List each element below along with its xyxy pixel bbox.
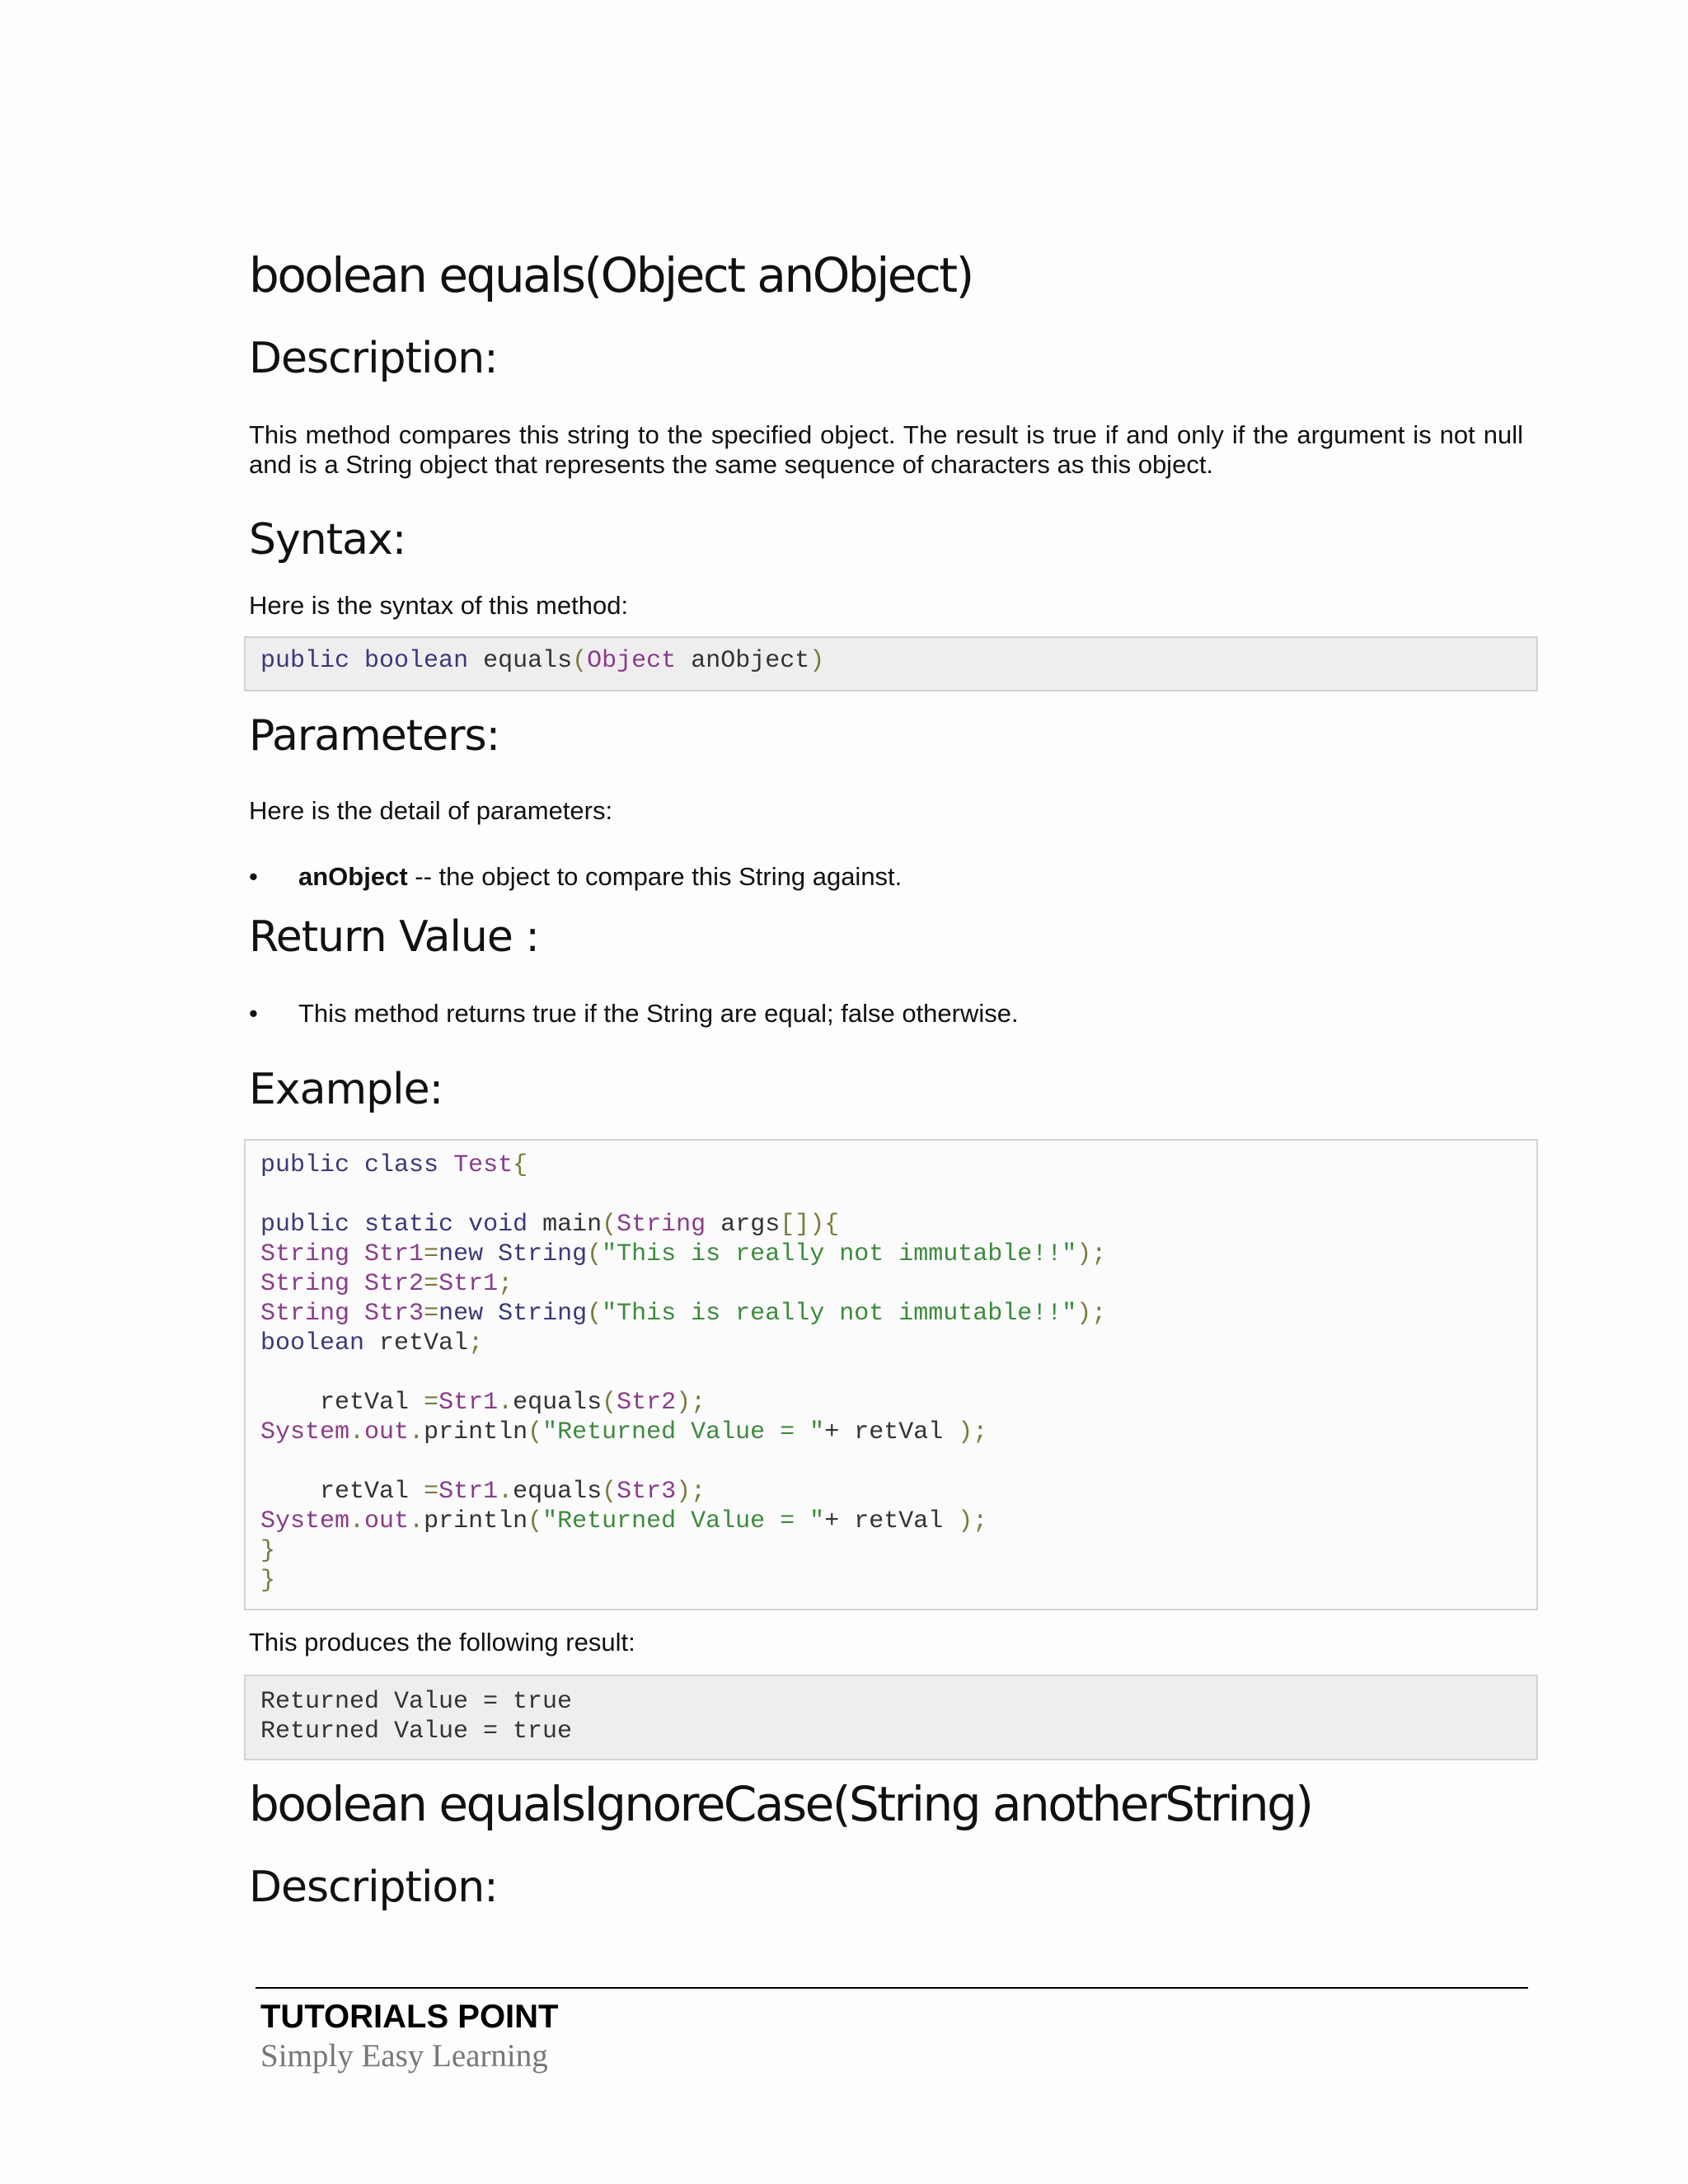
code-token: "Returned Value = " [542, 1418, 825, 1446]
footer-divider [256, 1987, 1528, 1989]
code-token: } [260, 1567, 276, 1595]
code-token: public [260, 647, 350, 675]
code-token: String [260, 1270, 350, 1298]
footer-tagline: Simply Easy Learning [260, 2038, 548, 2074]
code-token: "This is really not immutable!!" [602, 1300, 1077, 1328]
return-value-heading: Return Value : [249, 912, 539, 962]
code-token: System [260, 1507, 350, 1535]
code-token: Str1 [364, 1240, 424, 1268]
code-token: equals [483, 647, 573, 675]
code-token: retVal [379, 1329, 469, 1357]
syntax-code-block [244, 636, 1538, 691]
return-value-text: This method returns true if the String are equal; false otherwise. [298, 999, 1019, 1028]
code-token: Str2 [617, 1389, 677, 1417]
code-token: String [498, 1300, 588, 1328]
code-token: Str1 [438, 1478, 499, 1506]
description-heading-2: Description: [249, 1863, 498, 1912]
result-output-block [244, 1675, 1538, 1760]
code-token: static [364, 1211, 454, 1239]
parameters-intro: Here is the detail of parameters: [249, 796, 613, 825]
code-token: Str1 [438, 1270, 499, 1298]
example-heading: Example: [249, 1065, 443, 1114]
code-token: class [364, 1151, 439, 1179]
code-token: retVal [320, 1389, 410, 1417]
code-token: String [498, 1240, 588, 1268]
bullet-icon: • [249, 862, 258, 891]
code-token: boolean [260, 1329, 365, 1357]
code-token: anObject [691, 647, 810, 675]
code-token: args [720, 1211, 781, 1239]
code-token: retVal [320, 1478, 410, 1506]
description-heading: Description: [249, 334, 498, 383]
code-token: Str3 [364, 1300, 424, 1328]
output-line: Returned Value = true [260, 1688, 573, 1716]
code-token: Str1 [438, 1389, 499, 1417]
code-token: { [513, 1151, 528, 1179]
code-token: new [438, 1300, 484, 1328]
code-token: + [824, 1418, 840, 1446]
code-token: String [617, 1211, 706, 1239]
code-token: boolean [364, 647, 469, 675]
return-list-item [249, 999, 1485, 1029]
code-token: ( [572, 647, 588, 675]
code-token: void [468, 1211, 528, 1239]
bullet-icon: • [249, 999, 258, 1028]
method-title-equals: boolean equals(Object anObject) [249, 247, 973, 303]
parameters-heading: Parameters: [249, 711, 500, 761]
code-token: println [424, 1507, 528, 1535]
footer-brand: TUTORIALS POINT [260, 1999, 559, 2035]
code-token: { [824, 1211, 840, 1239]
description-text: This method compares this string to the specified object. The result is true if and only if the argument is not null and is a String object that represents the same sequence of characters as this object. [249, 420, 1523, 479]
code-token: String [260, 1300, 350, 1328]
output-line: Returned Value = true [260, 1718, 573, 1746]
code-token: equals [513, 1478, 603, 1506]
code-token: "Returned Value = " [542, 1507, 825, 1535]
code-token: out [364, 1507, 410, 1535]
code-token: public [260, 1151, 350, 1179]
result-intro: This produces the following result: [249, 1628, 635, 1657]
code-token: "This is really not immutable!!" [602, 1240, 1077, 1268]
code-token: equals [513, 1389, 603, 1417]
code-token: System [260, 1418, 350, 1446]
code-token: new [438, 1240, 484, 1268]
code-token: + [824, 1507, 840, 1535]
parameter-description: -- the object to compare this String against. [407, 862, 903, 891]
code-token: Test [453, 1151, 513, 1179]
method-title-equals-ignore-case: boolean equalsIgnoreCase(String anotherString) [249, 1776, 1312, 1832]
code-token: main [542, 1211, 603, 1239]
code-token: Str2 [364, 1270, 424, 1298]
parameter-list-item [249, 862, 1485, 892]
code-token: retVal [854, 1418, 944, 1446]
code-token: Object [587, 647, 677, 675]
code-token: out [364, 1418, 410, 1446]
code-token: public [260, 1211, 350, 1239]
code-token: [] [780, 1211, 810, 1239]
code-token: retVal [854, 1507, 944, 1535]
code-token: } [260, 1537, 276, 1565]
code-token: ) [809, 647, 825, 675]
syntax-intro: Here is the syntax of this method: [249, 591, 629, 620]
syntax-heading: Syntax: [249, 515, 406, 565]
code-token: Str3 [617, 1478, 677, 1506]
code-token: String [260, 1240, 350, 1268]
example-code-block: public class Test{ public static void main(String args[]){ String Str1=new String("This is really not immutable!!"); String Str2=Str1; String Str3=new String("This is really not immutable!!"); boolean retVal; retVal =Str1.equals(Str2); System.out.println("Returned Value = "+ retVal ); retVal =Str1.equals(Str3); System.out.println("Returned Value = "+ retVal ); } } [244, 1139, 1538, 1610]
parameter-name: anObject [298, 862, 408, 891]
code-token: println [424, 1418, 528, 1446]
